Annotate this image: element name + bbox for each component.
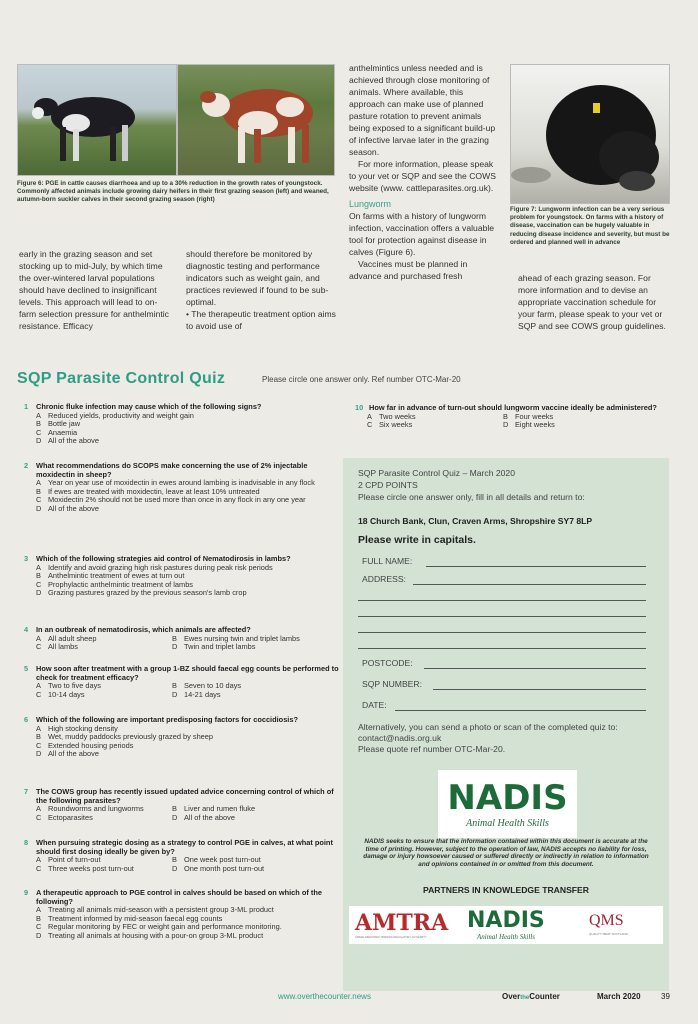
option-text[interactable]: All of the above [48, 436, 99, 446]
option-letter[interactable]: B [36, 486, 41, 496]
cow-illustration-red-white [178, 65, 334, 175]
option-text[interactable]: Four weeks [515, 411, 554, 421]
full-name-label: FULL NAME: [362, 556, 413, 566]
option-text[interactable]: Extended housing periods [48, 740, 134, 750]
partners-heading: PARTNERS IN KNOWLEDGE TRANSFER [423, 885, 589, 895]
option-text[interactable]: 10-14 days [48, 689, 85, 699]
question-text: Chronic fluke infection may cause which of the following signs? [36, 402, 262, 411]
option-text[interactable]: One week post turn-out [184, 855, 261, 865]
option-letter[interactable]: A [36, 804, 41, 814]
black-calf-illustration [511, 65, 669, 203]
option-letter[interactable]: C [36, 642, 42, 652]
option-letter[interactable]: B [36, 732, 41, 742]
option-text[interactable]: Bottle jaw [48, 419, 81, 429]
option-text[interactable]: Wet, muddy paddocks previously grazed by sheep [48, 732, 214, 742]
option-letter[interactable]: A [36, 723, 41, 733]
question-text: Which of the following are important predisposing factors for coccidiosis? [36, 715, 298, 724]
option-letter[interactable]: A [36, 478, 41, 488]
question-text: When pursuing strategic dosing as a strategy to control PGE in calves, at what point should first dosing ideally be given by? [36, 838, 333, 856]
option-letter[interactable]: B [172, 804, 177, 814]
article-column-1: early in the grazing season and set stocking up to mid-July, by which time the over-wintered larval populations should have declined to insignificant levels. This approach will lead to on-farm selection pressure for anthelmintic resistance. Efficacy [19, 249, 169, 331]
option-text[interactable]: If ewes are treated with moxidectin, leave at least 10% untreated [48, 486, 260, 496]
amtra-logo: AMTRA [355, 910, 449, 936]
option-letter[interactable]: A [367, 411, 372, 421]
form-instructions: Please circle one answer only, fill in all details and return to: [358, 492, 585, 502]
option-text[interactable]: Prophylactic anthelmintic treatment of lambs [48, 579, 194, 589]
option-text[interactable]: Anthelmintic treatment of ewes at turn out [48, 571, 185, 581]
page-number: 39 [661, 992, 670, 1001]
question-number: 9 [24, 888, 29, 897]
question-10 [355, 404, 671, 430]
option-letter[interactable]: B [172, 855, 177, 865]
quote-reference: Please quote ref number OTC-Mar-20. [358, 744, 506, 754]
question-5 [24, 665, 340, 699]
option-text[interactable]: Two to five days [48, 681, 101, 691]
address-field-line-3[interactable] [358, 616, 646, 617]
sqp-number-label: SQP NUMBER: [362, 679, 423, 689]
brand-over: Over [502, 992, 521, 1001]
question-6 [24, 716, 340, 759]
nadis-disclaimer: NADIS seeks to ensure that the information contained within this document is accurate at the time of printing. However, subject to the operation of law, NADIS accepts no liability for loss, damage or injury howsoever caused or suffered directly or indirectly in relation to information and opinions contained in or omitted from this document. [363, 838, 649, 868]
option-letter[interactable]: C [36, 427, 42, 437]
option-text[interactable]: All lambs [48, 642, 78, 652]
question-text: How soon after treatment with a group 1-BZ should faecal egg counts be performed to check for treatment efficacy? [36, 664, 339, 682]
option-letter[interactable]: D [36, 436, 42, 446]
question-number: 1 [24, 402, 29, 411]
option-letter[interactable]: B [172, 633, 177, 643]
footer-date: March 2020 [597, 992, 641, 1001]
option-text[interactable]: Treatment informed by mid-season faecal egg counts [48, 913, 223, 923]
option-text[interactable]: Treating all animals mid-season with a persistent group 3-ML product [48, 905, 274, 915]
alternative-submission: Alternatively, you can send a photo or scan of the completed quiz to: contact@nadis.org.uk [358, 722, 618, 743]
postcode-field[interactable] [424, 668, 646, 669]
quiz-answer-form [343, 458, 669, 991]
qms-logo: QMS [589, 912, 624, 929]
column-3-paragraph: anthelmintics unless needed and is achieved through close monitoring of animals. Where available, this approach can make use of planned pasture rotation to prevent animals being exposed to a significant build-up of infective larvae later in the grazing season. [349, 63, 496, 157]
option-letter[interactable]: B [172, 681, 177, 691]
option-letter[interactable]: D [36, 749, 42, 759]
option-letter[interactable]: B [36, 571, 41, 581]
address-label: ADDRESS: [362, 574, 406, 584]
question-7 [24, 788, 340, 822]
option-text[interactable]: High stocking density [48, 723, 118, 733]
column-2-bullet: • The therapeutic treatment option aims to avoid use of [186, 309, 336, 331]
address-field-line-5[interactable] [358, 648, 646, 649]
option-text[interactable]: Eight weeks [515, 420, 555, 430]
option-text[interactable]: All of the above [48, 749, 99, 759]
lungworm-heading: Lungworm [349, 199, 392, 209]
option-letter[interactable]: D [503, 420, 509, 430]
option-text[interactable]: Point of turn-out [48, 855, 101, 865]
qms-tagline: QUALITY MEAT SCOTLAND [589, 932, 628, 936]
option-letter[interactable]: C [36, 922, 42, 932]
quiz-instructions: Please circle one answer only. Ref number OTC-Mar-20 [262, 375, 461, 384]
option-letter[interactable]: C [36, 579, 42, 589]
address-field-line-1[interactable] [413, 584, 646, 585]
option-letter[interactable]: C [367, 420, 373, 430]
question-text: Which of the following strategies aid control of Nematodirosis in lambs? [36, 554, 291, 563]
question-number: 7 [24, 787, 29, 796]
option-letter[interactable]: D [172, 689, 178, 699]
footer-url[interactable]: www.overthecounter.news [278, 992, 371, 1001]
option-letter[interactable]: C [36, 812, 42, 822]
question-number: 8 [24, 838, 29, 847]
amtra-tagline: ANIMAL MEDICINES TRAINING REGULATORY AUTHORITY [355, 936, 427, 939]
question-2 [24, 462, 340, 514]
nadis-partner-logo: NADIS [467, 908, 545, 933]
question-3 [24, 555, 340, 598]
question-number: 2 [24, 461, 29, 470]
question-number: 5 [24, 664, 29, 673]
photo-lungworm-calf [510, 64, 670, 204]
article-column-4: ahead of each grazing season. For more information and to devise an appropriate vaccination schedule for your farm, please speak to your vet or SQP and see COWS group guidelines. [518, 273, 666, 331]
question-text: How far in advance of turn-out should lungworm vaccine ideally be administered? [369, 403, 657, 412]
option-text[interactable]: Ewes nursing twin and triplet lambs [184, 633, 300, 643]
postcode-label: POSTCODE: [362, 658, 413, 668]
option-letter[interactable]: B [36, 419, 41, 429]
option-text[interactable]: All adult sheep [48, 633, 97, 643]
option-text[interactable]: Two weeks [379, 411, 416, 421]
lungworm-paragraph-2: Vaccines must be planned in advance and purchased fresh [349, 259, 468, 281]
date-label: DATE: [362, 700, 387, 710]
option-letter[interactable]: A [36, 855, 41, 865]
option-text[interactable]: Three weeks post turn-out [48, 863, 134, 873]
option-text[interactable]: Grazing pastures grazed by the previous season's lamb crop [48, 588, 247, 598]
figure-6-caption: Figure 6: PGE in cattle causes diarrhoea and up to a 30% reduction in the growth rates of youngstock. Commonly affected animals include growing dairy heifers in their first grazing season (left) and weaned, autumn-born suckler calves in their second grazing season (right) [17, 180, 329, 204]
column-2-paragraph: should therefore be monitored by diagnostic testing and performance indicators such as weight gain, and practices reviewed if found to be sub-optimal. [186, 249, 329, 307]
option-letter[interactable]: C [36, 689, 42, 699]
form-quiz-name: SQP Parasite Control Quiz – March 2020 [358, 468, 515, 478]
option-text[interactable]: Anaemia [48, 427, 78, 437]
full-name-field[interactable] [426, 566, 646, 567]
option-text[interactable]: One month post turn-out [184, 863, 265, 873]
option-text[interactable]: Reduced yields, productivity and weight gain [48, 410, 194, 420]
nadis-partner-tagline: Animal Health Skills [477, 933, 535, 941]
option-letter[interactable]: A [36, 633, 41, 643]
option-text[interactable]: Twin and triplet lambs [184, 642, 256, 652]
option-letter[interactable]: D [36, 588, 42, 598]
option-text[interactable]: Identify and avoid grazing high risk pastures during peak risk periods [48, 562, 273, 572]
lungworm-paragraph-1: On farms with a history of lungworm infection, vaccination offers a valuable tool for protection against disease in calves (Figure 6). [349, 211, 495, 257]
option-text[interactable]: Regular monitoring by FEC or weight gain and performance monitoring. [48, 922, 282, 932]
form-cpd-points: 2 CPD POINTS [358, 480, 418, 490]
option-letter[interactable]: A [36, 905, 41, 915]
address-field-line-2[interactable] [358, 600, 646, 601]
question-text: In an outbreak of nematodirosis, which animals are affected? [36, 625, 251, 634]
option-letter[interactable]: C [36, 495, 42, 505]
figure-7-caption: Figure 7: Lungworm infection can be a very serious problem for youngstock. On farms with a history of disease, vaccination can be hugely valuable in reducing disease incidence and severity, but must be ordered and planned well in advance [510, 206, 670, 246]
photo-dairy-heifer [17, 64, 177, 176]
question-text: What recommendations do SCOPS make concerning the use of 2% injectable moxidectin in sheep? [36, 461, 308, 479]
option-letter[interactable]: B [36, 913, 41, 923]
option-text[interactable]: Liver and rumen fluke [184, 804, 256, 814]
option-letter[interactable]: D [172, 863, 178, 873]
question-9 [24, 889, 340, 941]
option-letter[interactable]: C [36, 863, 42, 873]
brand-the: the [520, 995, 530, 1001]
question-text: The COWS group has recently issued updated advice concerning control of which of the following parasites? [36, 787, 334, 805]
option-text[interactable]: Year on year use of moxidectin in ewes around lambing is inadvisable in any flock [48, 478, 315, 488]
option-text[interactable]: All of the above [184, 812, 235, 822]
option-text[interactable]: Six weeks [379, 420, 413, 430]
write-in-capitals: Please write in capitals. [358, 534, 476, 546]
brand-counter: Counter [529, 992, 560, 1001]
option-letter[interactable]: D [36, 930, 42, 940]
option-text[interactable]: Ectoparasites [48, 812, 93, 822]
sqp-number-field[interactable] [433, 689, 646, 690]
partner-logos [349, 906, 663, 944]
nadis-logo: NADIS [447, 778, 568, 818]
option-text[interactable]: Treating all animals at housing with a pour-on group 3-ML product [48, 930, 264, 940]
option-letter[interactable]: B [503, 411, 508, 421]
photo-suckler-calf [177, 64, 335, 176]
option-text[interactable]: All of the above [48, 503, 99, 513]
nadis-tagline: Animal Health Skills [466, 818, 549, 829]
option-letter[interactable]: A [36, 681, 41, 691]
question-number: 6 [24, 715, 29, 724]
date-field[interactable] [395, 710, 646, 711]
option-text[interactable]: 14-21 days [184, 689, 221, 699]
option-letter[interactable]: C [36, 740, 42, 750]
article-column-3 [349, 62, 499, 282]
option-letter[interactable]: D [172, 812, 178, 822]
question-4 [24, 626, 340, 652]
column-3-more-info: For more information, please speak to your vet or SQP and see the COWS website (www. cattleparasites.org.uk). [349, 159, 496, 193]
question-number: 4 [24, 625, 29, 634]
article-column-2 [186, 248, 336, 332]
option-text[interactable]: Roundworms and lungworms [48, 804, 144, 814]
return-address: 18 Church Bank, Clun, Craven Arms, Shropshire SY7 8LP [358, 516, 593, 526]
cow-illustration-black-white [18, 65, 176, 175]
question-8 [24, 839, 340, 873]
question-number: 3 [24, 554, 29, 563]
option-letter[interactable]: A [36, 410, 41, 420]
option-text[interactable]: Seven to 10 days [184, 681, 242, 691]
option-letter[interactable]: A [36, 562, 41, 572]
footer-brand [502, 992, 560, 1001]
question-text: A therapeutic approach to PGE control in calves should be based on which of the following? [36, 888, 322, 906]
option-letter[interactable]: D [172, 642, 178, 652]
nadis-logo-box [438, 770, 577, 838]
option-letter[interactable]: D [36, 503, 42, 513]
option-text[interactable]: Moxidectin 2% should not be used more than once in any flock in any one year [48, 495, 306, 505]
address-field-line-4[interactable] [358, 632, 646, 633]
question-number: 10 [355, 403, 364, 412]
quiz-title: SQP Parasite Control Quiz [17, 370, 226, 387]
question-1 [24, 403, 340, 446]
